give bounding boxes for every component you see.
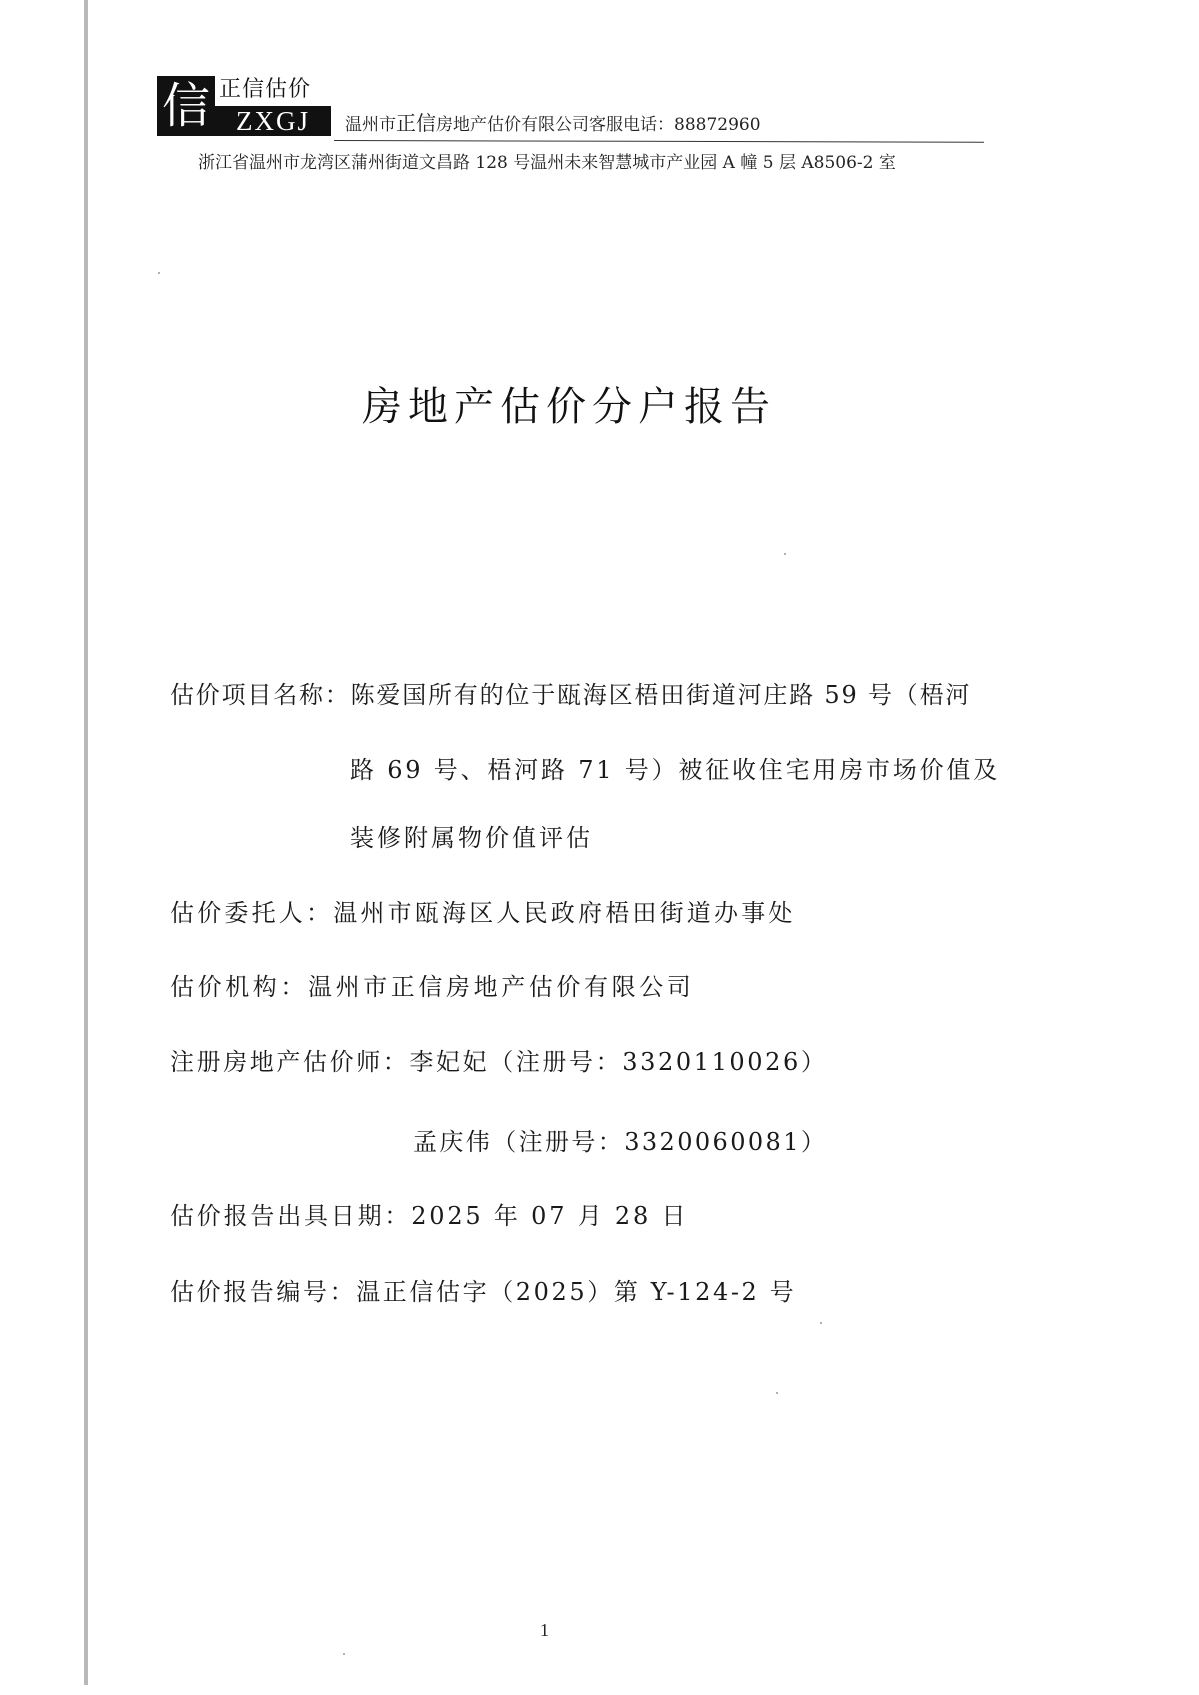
header-divider — [334, 140, 984, 143]
page-number: 1 — [540, 1620, 549, 1640]
appraiser-name: 孟庆伟 — [413, 1128, 493, 1156]
hotline-prefix: 温州市 — [345, 115, 396, 135]
report-number-field — [170, 1272, 796, 1307]
client-value: 温州市瓯海区人民政府梧田街道办事处 — [333, 899, 796, 927]
scan-speck — [158, 272, 160, 274]
client-label: 估价委托人： — [170, 899, 334, 927]
company-logo — [157, 76, 335, 138]
organization-field — [170, 967, 694, 1002]
client-field — [170, 893, 796, 928]
issue-date-value: 2025 年 07 月 28 日 — [411, 1202, 689, 1230]
hotline-suffix: 房地产估价有限公司客服电话： — [436, 115, 674, 135]
document-title: 房地产估价分户报告 — [362, 384, 776, 430]
company-address: 浙江省温州市龙湾区蒲州街道文昌路 128 号温州未来智慧城市产业园 A 幢 5 层 A8506-2 室 — [198, 153, 896, 173]
project-name-label: 估价项目名称： — [170, 681, 351, 709]
appraiser-reg-label: （注册号： — [489, 1048, 623, 1076]
project-name-line-1 — [170, 675, 971, 710]
organization-label: 估价机构： — [170, 973, 308, 1001]
appraiser-reg-label: （注册号： — [492, 1128, 625, 1156]
appraiser-field-2 — [413, 1122, 827, 1157]
project-name-line-2: 路 69 号、梧河路 71 号）被征收住宅用房市场价值及 — [350, 756, 1000, 784]
scan-speck — [776, 1392, 778, 1394]
scan-binding-edge — [84, 0, 88, 1685]
scan-speck — [343, 1653, 345, 1655]
logo-chinese-name: 正信估价 — [219, 77, 312, 102]
appraiser-reg-number: 3320060081 — [624, 1128, 801, 1156]
appraisers-label: 注册房地产估价师： — [170, 1048, 410, 1076]
appraiser-name: 李妃妃 — [409, 1048, 490, 1076]
company-hotline — [345, 107, 761, 136]
scan-speck — [784, 553, 786, 555]
project-name-value-1: 陈爱国所有的位于瓯海区梧田街道河庄路 59 号（梧河 — [350, 681, 972, 709]
appraiser-field-1 — [170, 1042, 828, 1077]
hotline-brand: 正信 — [396, 111, 436, 135]
issue-date-field — [170, 1196, 688, 1231]
scan-speck — [820, 1322, 822, 1324]
report-number-label: 估价报告编号： — [170, 1278, 357, 1306]
issue-date-label: 估价报告出具日期： — [170, 1202, 412, 1230]
logo-mark-icon: 信 — [157, 76, 215, 136]
logo-abbreviation: ZXGJ — [215, 106, 331, 136]
hotline-phone: 88872960 — [674, 115, 761, 135]
organization-value: 温州市正信房地产估价有限公司 — [308, 973, 695, 1001]
project-name-line-3: 装修附属物价值评估 — [350, 824, 593, 852]
report-number-value: 温正信估字（2025）第 Y-124-2 号 — [356, 1278, 797, 1306]
appraiser-reg-number: 3320110026 — [622, 1048, 801, 1076]
appraiser-reg-close: ） — [800, 1048, 828, 1076]
appraiser-reg-close: ） — [800, 1128, 828, 1156]
